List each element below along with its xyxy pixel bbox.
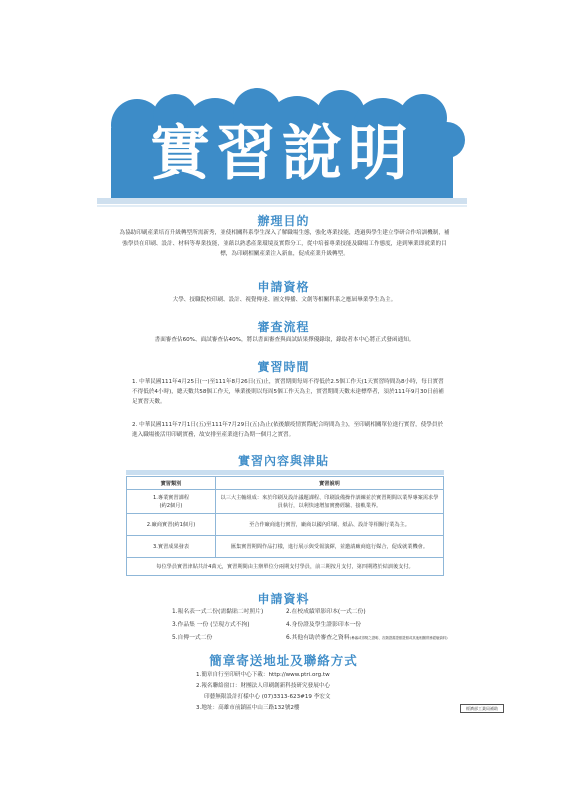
hero-title-graphic [97,80,467,200]
row-desc: 匯集實習期間作品打樣，進行展示與受報演繹，並邀請廠商進行媒合，促成就業機會。 [216,536,444,558]
review-text: 書面審查佔60%、面試審查佔40%，將以書面審查與面試結果擇優錄取，錄取者本中心將正式發函通知。 [154,337,415,343]
internship-table [126,476,444,576]
doc-item-6: 6.其他有助於審查之資料 [286,635,350,641]
time-item-2: 2. 中華民國111年7月1日(五)至111年7月29日(五)為止(依後續疫情實際配合時間為主)，至印刷相關單位進行實習，使學員於進入職場後活用印刷實務，故安排至產業進行為期一個月之實習。 [132,422,444,438]
row-category: 1.專業實習課程 (約2個月) [127,490,216,514]
table-top-bar [126,470,444,475]
contact-line-3: 印藝無限設計打樣中心 (07)3313-623#19 李宏文 [204,694,331,700]
table-row [127,514,444,536]
table-header-desc: 實習說明 [216,477,444,490]
section-title-content: 實習內容與津貼 [237,454,329,468]
row-desc: 至合作廠商進行實習，廠商以國內印刷、紙品、設計等相關行業為主。 [216,514,444,536]
doc-item-6-note: (參審或得獎之證明、各類證書證照證照或其他相關實務經驗資料) [350,636,448,640]
doc-item-4: 4.身份證及學生證影印本一份 [286,622,362,628]
table-row [127,536,444,558]
hero-title-text: 實習說明 [150,119,414,189]
hero-band-thin [97,205,467,207]
section-title-documents: 申請資料 [257,592,310,606]
row-category: 2.廠商實習(約1個月) [127,514,216,536]
eligibility-text: 大學、技職院校印刷、設計、視覺傳達、圖文傳播、文創等相關科系之應屆畢業學生為主。 [172,297,397,303]
section-title-review: 審查流程 [257,320,310,334]
sponsor-stamp: 經濟部工業局補助 [460,704,504,713]
doc-item-5: 5.自傳一式二份 [172,635,213,641]
table-header-category: 實習類別 [127,477,216,490]
allowance-note: 每位學員實習津貼共計4萬元，實習期間由主辦單位分兩期支付學員，前三期按月支付，第四期將於結訓後支付。 [127,558,444,576]
time-item-1: 1. 中華民國111年4月25日(一)至111年8月26日(五)止，實習期間每周不得低於2.5個工作天(1天實習時間為8小時，每日實習不得低於4小時)，總天數共58個工作天，畢業後則以每周5個工作天為主，實習期間天數未達標準者，須於111年9月30日前補足實習天數。 [132,379,444,405]
row-desc: 以三大主軸組成：來於印刷及設計議題課程、印刷設備操作訓練並於實習期間以業界專案需求學員執行，以利快速增加實務經驗、接軌業界。 [216,490,444,514]
section-title-contact: 簡章寄送地址及聯絡方式 [209,653,358,668]
section-title-purpose: 辦理目的 [257,214,310,228]
doc-item-3: 3.作品集 一份 (呈現方式不拘) [172,622,250,628]
section-title-time: 實習時間 [257,360,310,374]
table-note-row [127,558,444,576]
table-row [127,490,444,514]
contact-line-4: 3.地址：高雄市前鎮區中山三路132號2樓 [196,705,300,711]
hero-band [97,198,467,204]
section-title-eligibility: 申請資格 [257,280,310,294]
contact-line-2: 2.報名聯絡窗口：財團法人印刷創新科技研究發展中心 [196,683,330,689]
purpose-text: 為協助印刷產業培育升級轉型所需新秀，並使相關科系學生深入了解職場生態，強化專業技能，透過與學生建立學研合作培訓機制，補強學員在印刷、設計、材料等專業技能，並藉以熟悉產業環境及實際分工，從中培養專業技能及職場工作態度，達到畢業即就業的目標，為印刷相關產業注入新血，促成產業升級轉型。 [119,230,450,257]
contact-line-1: 1.簡章自行至印研中心下載：http://www.ptri.org.tw [196,672,330,678]
doc-item-1: 1.報名表一式二份(需黏貼二吋照片) [172,609,264,615]
row-category: 3.實習成果發表 [127,536,216,558]
doc-item-2: 2.在校成績單影印本(一式二份) [286,609,366,615]
